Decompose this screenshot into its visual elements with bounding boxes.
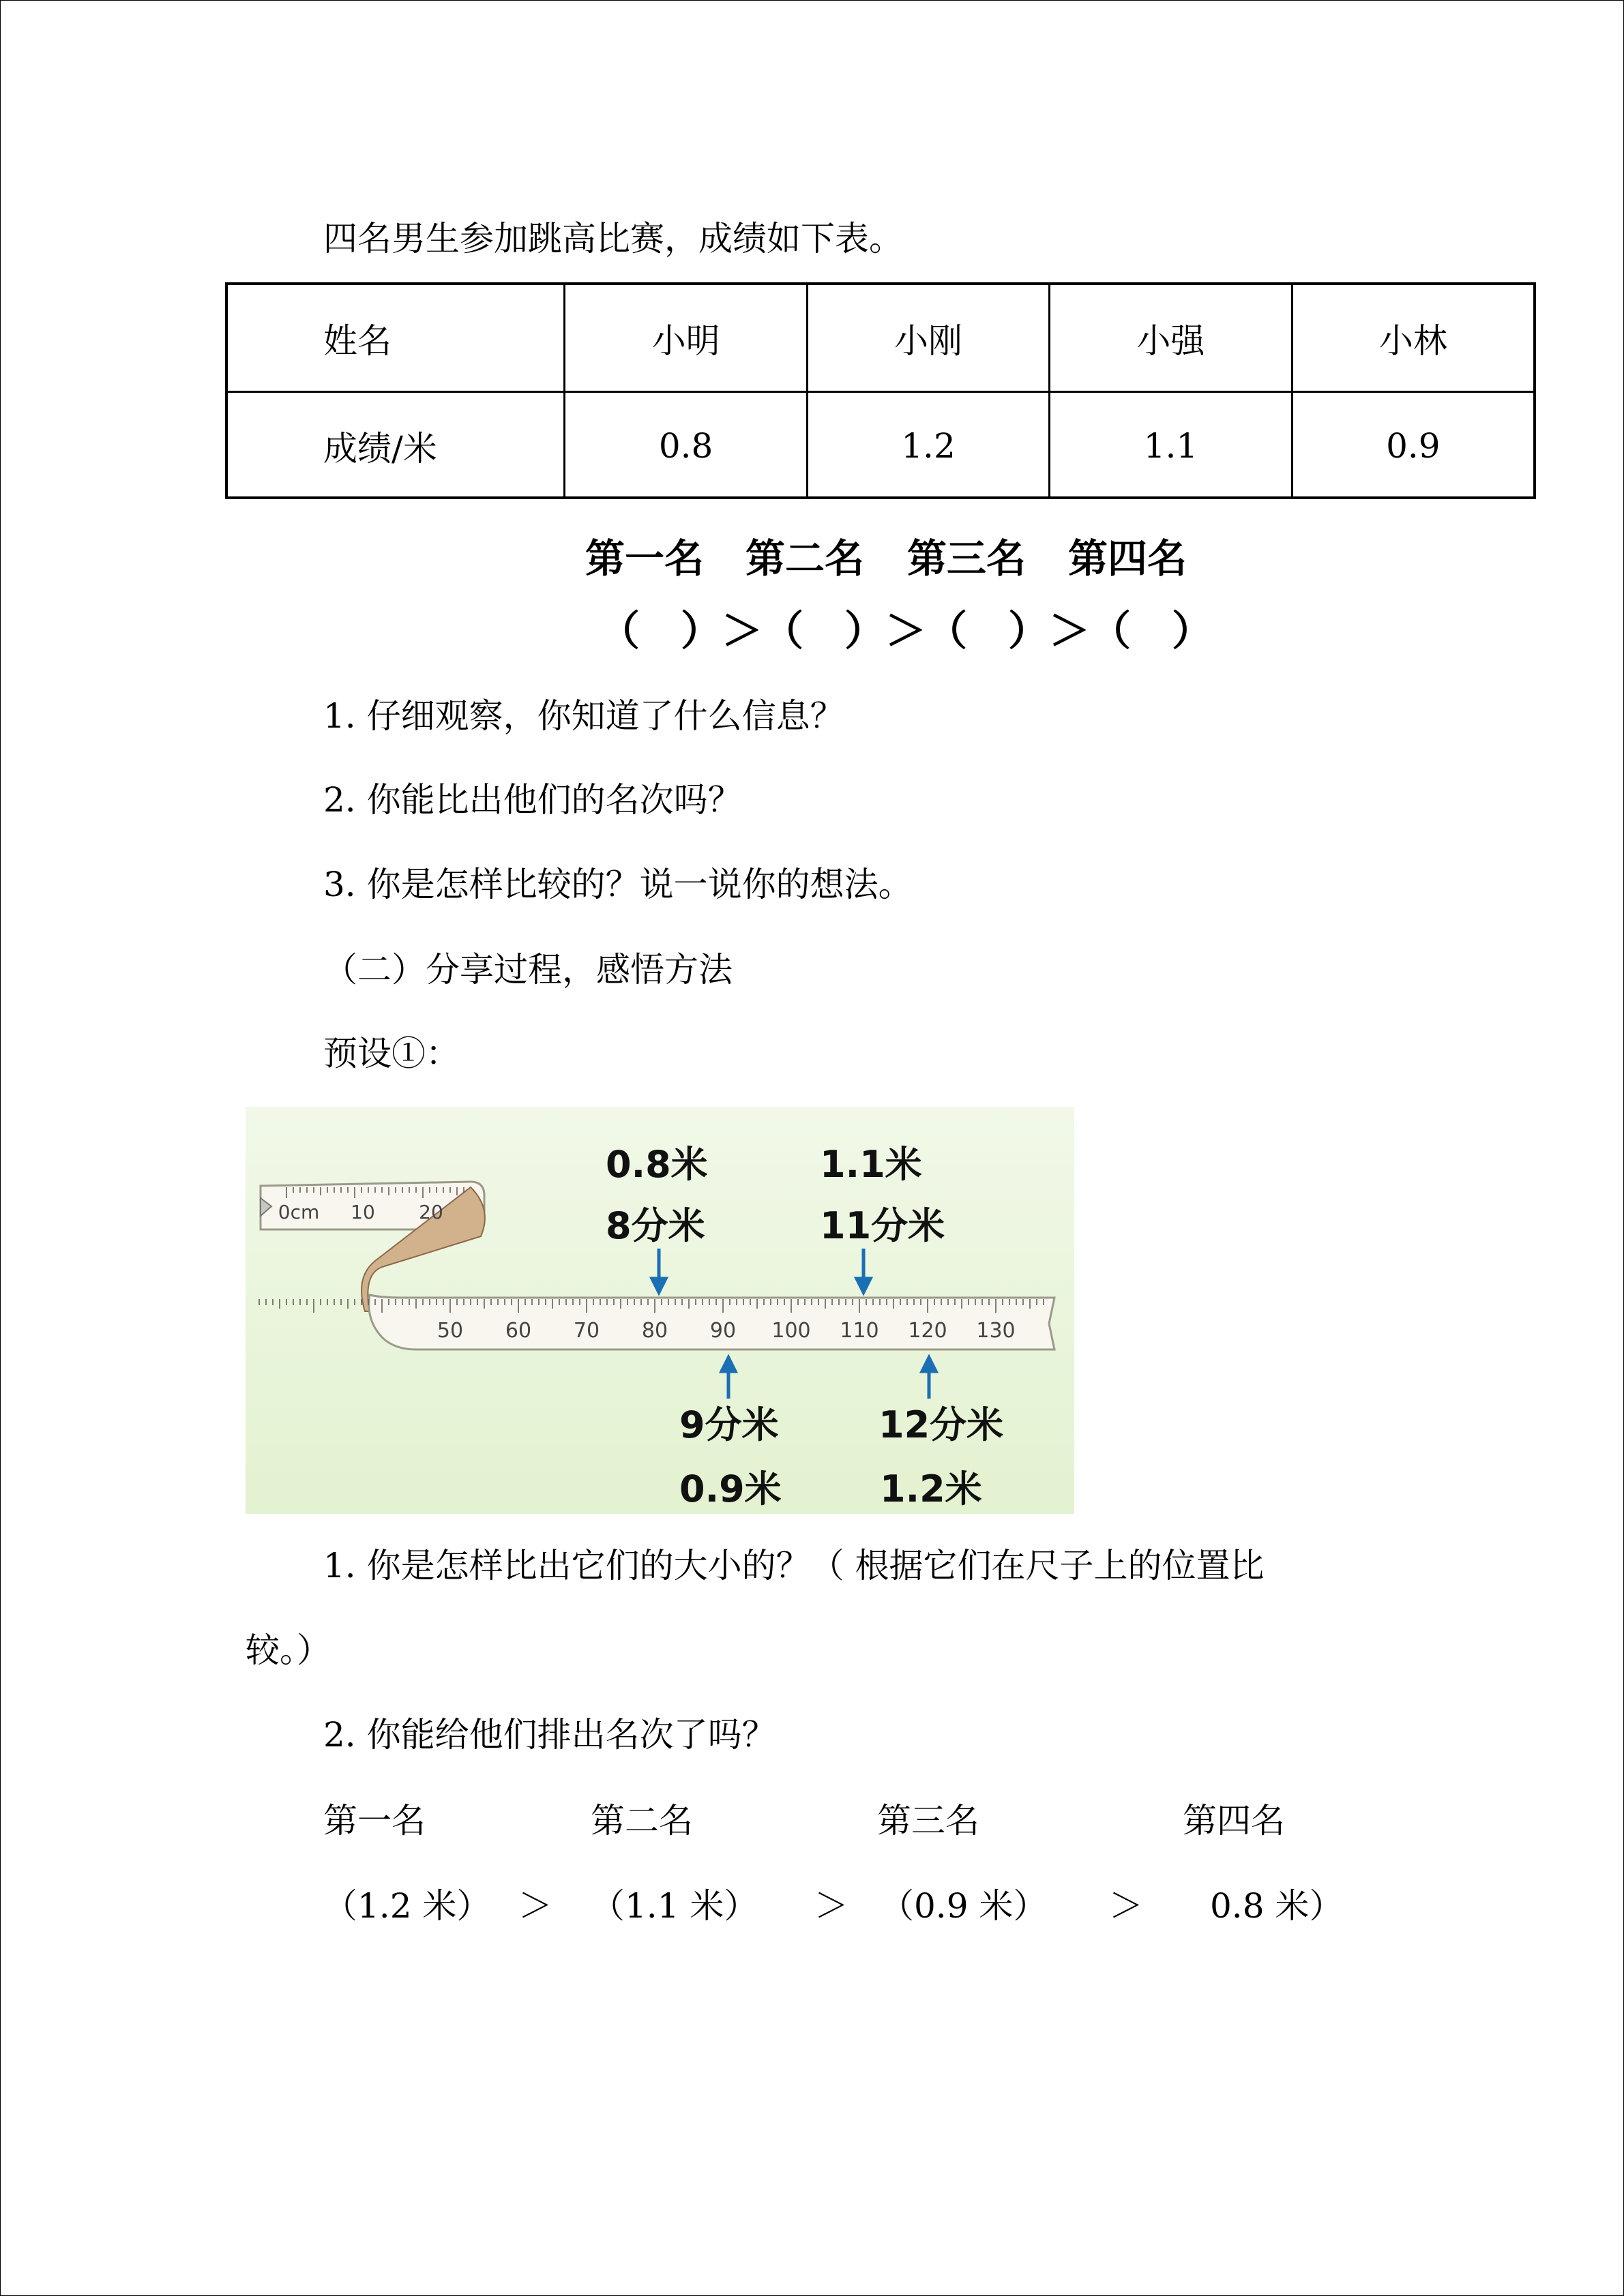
table-cell: 0.8 bbox=[563, 393, 806, 498]
label-1-1m: 1.1米 bbox=[820, 1143, 922, 1186]
table-cell: 小明 bbox=[563, 285, 806, 391]
rank-heading-3: 第三名 bbox=[907, 535, 1027, 582]
answer-gt-3: ＞ bbox=[1109, 1886, 1143, 1926]
table-cell: 小强 bbox=[1048, 285, 1290, 391]
question-2: 2. 你能比出他们的名次吗？ bbox=[323, 780, 742, 820]
table-cell: 小刚 bbox=[806, 285, 1048, 391]
question-4-line2: 较。） bbox=[246, 1630, 331, 1670]
answer-value-4: 0.8 米） bbox=[1210, 1886, 1344, 1926]
tape-tick-label: 100 bbox=[771, 1319, 811, 1343]
table-row bbox=[228, 391, 1533, 498]
answer-value-1: （1.2 米） bbox=[323, 1886, 491, 1926]
label-8dm: 8分米 bbox=[606, 1204, 705, 1247]
tape-tick-label: 130 bbox=[976, 1319, 1016, 1343]
label-1-2m: 1.2米 bbox=[880, 1467, 982, 1510]
preset-label: 预设①： bbox=[323, 1034, 460, 1073]
table-cell: 1.1 bbox=[1048, 393, 1290, 498]
intro-text: 四名男生参加跳高比赛，成绩如下表。 bbox=[323, 219, 903, 258]
table-cell: 0.9 bbox=[1291, 393, 1533, 498]
tape-tick-label: 90 bbox=[709, 1319, 737, 1343]
answer-rank-1: 第一名 bbox=[323, 1801, 426, 1840]
table-cell: 姓名 bbox=[323, 320, 392, 361]
tape-tick-label: 120 bbox=[908, 1319, 947, 1343]
answer-value-2: （1.1 米） bbox=[591, 1886, 758, 1926]
label-12dm: 12分米 bbox=[879, 1403, 1004, 1446]
table-cell: 小林 bbox=[1291, 285, 1533, 391]
question-3: 3. 你是怎样比较的？说一说你的想法。 bbox=[323, 865, 913, 904]
table-cell: 成绩/米 bbox=[323, 428, 437, 468]
rank-blanks: （ ）＞（ ）＞（ ）＞（ ） bbox=[599, 608, 1213, 655]
question-5: 2. 你能给他们排出名次了吗？ bbox=[323, 1715, 776, 1755]
score-table bbox=[225, 282, 1536, 499]
label-11dm: 11分米 bbox=[820, 1204, 945, 1247]
label-9dm: 9分米 bbox=[679, 1403, 779, 1446]
tape-measure-figure bbox=[246, 1107, 1074, 1514]
tape-tick-label: 50 bbox=[437, 1319, 464, 1343]
table-cell: 1.2 bbox=[806, 393, 1048, 498]
question-4-line1: 1. 你是怎样比出它们的大小的？（ 根据它们在尺子上的位置比 bbox=[323, 1546, 1265, 1585]
rank-heading-2: 第二名 bbox=[745, 535, 865, 582]
answer-gt-2: ＞ bbox=[814, 1886, 848, 1926]
label-0-9m: 0.9米 bbox=[679, 1467, 782, 1510]
rank-heading-1: 第一名 bbox=[585, 535, 705, 582]
question-1: 1. 仔细观察，你知道了什么信息？ bbox=[323, 696, 844, 736]
tape-tick-label: 10 bbox=[351, 1201, 375, 1223]
label-0-8m: 0.8米 bbox=[606, 1143, 708, 1186]
answer-gt-1: ＞ bbox=[518, 1886, 552, 1926]
answer-rank-4: 第四名 bbox=[1183, 1801, 1285, 1840]
answer-value-3: （0.9 米） bbox=[880, 1886, 1048, 1926]
tape-tick-label: 20 bbox=[419, 1201, 443, 1223]
tape-tick-label: 0cm bbox=[278, 1201, 320, 1223]
answer-rank-3: 第三名 bbox=[877, 1801, 979, 1840]
section-title: （二）分享过程，感悟方法 bbox=[323, 950, 733, 989]
tape-tick-label: 70 bbox=[573, 1319, 600, 1343]
tape-tick-label: 110 bbox=[840, 1319, 879, 1343]
rank-heading-4: 第四名 bbox=[1068, 535, 1187, 582]
tape-tick-label: 80 bbox=[641, 1319, 668, 1343]
answer-rank-2: 第二名 bbox=[591, 1801, 693, 1840]
tape-tick-label: 60 bbox=[505, 1319, 532, 1343]
table-header-row bbox=[228, 285, 1533, 391]
